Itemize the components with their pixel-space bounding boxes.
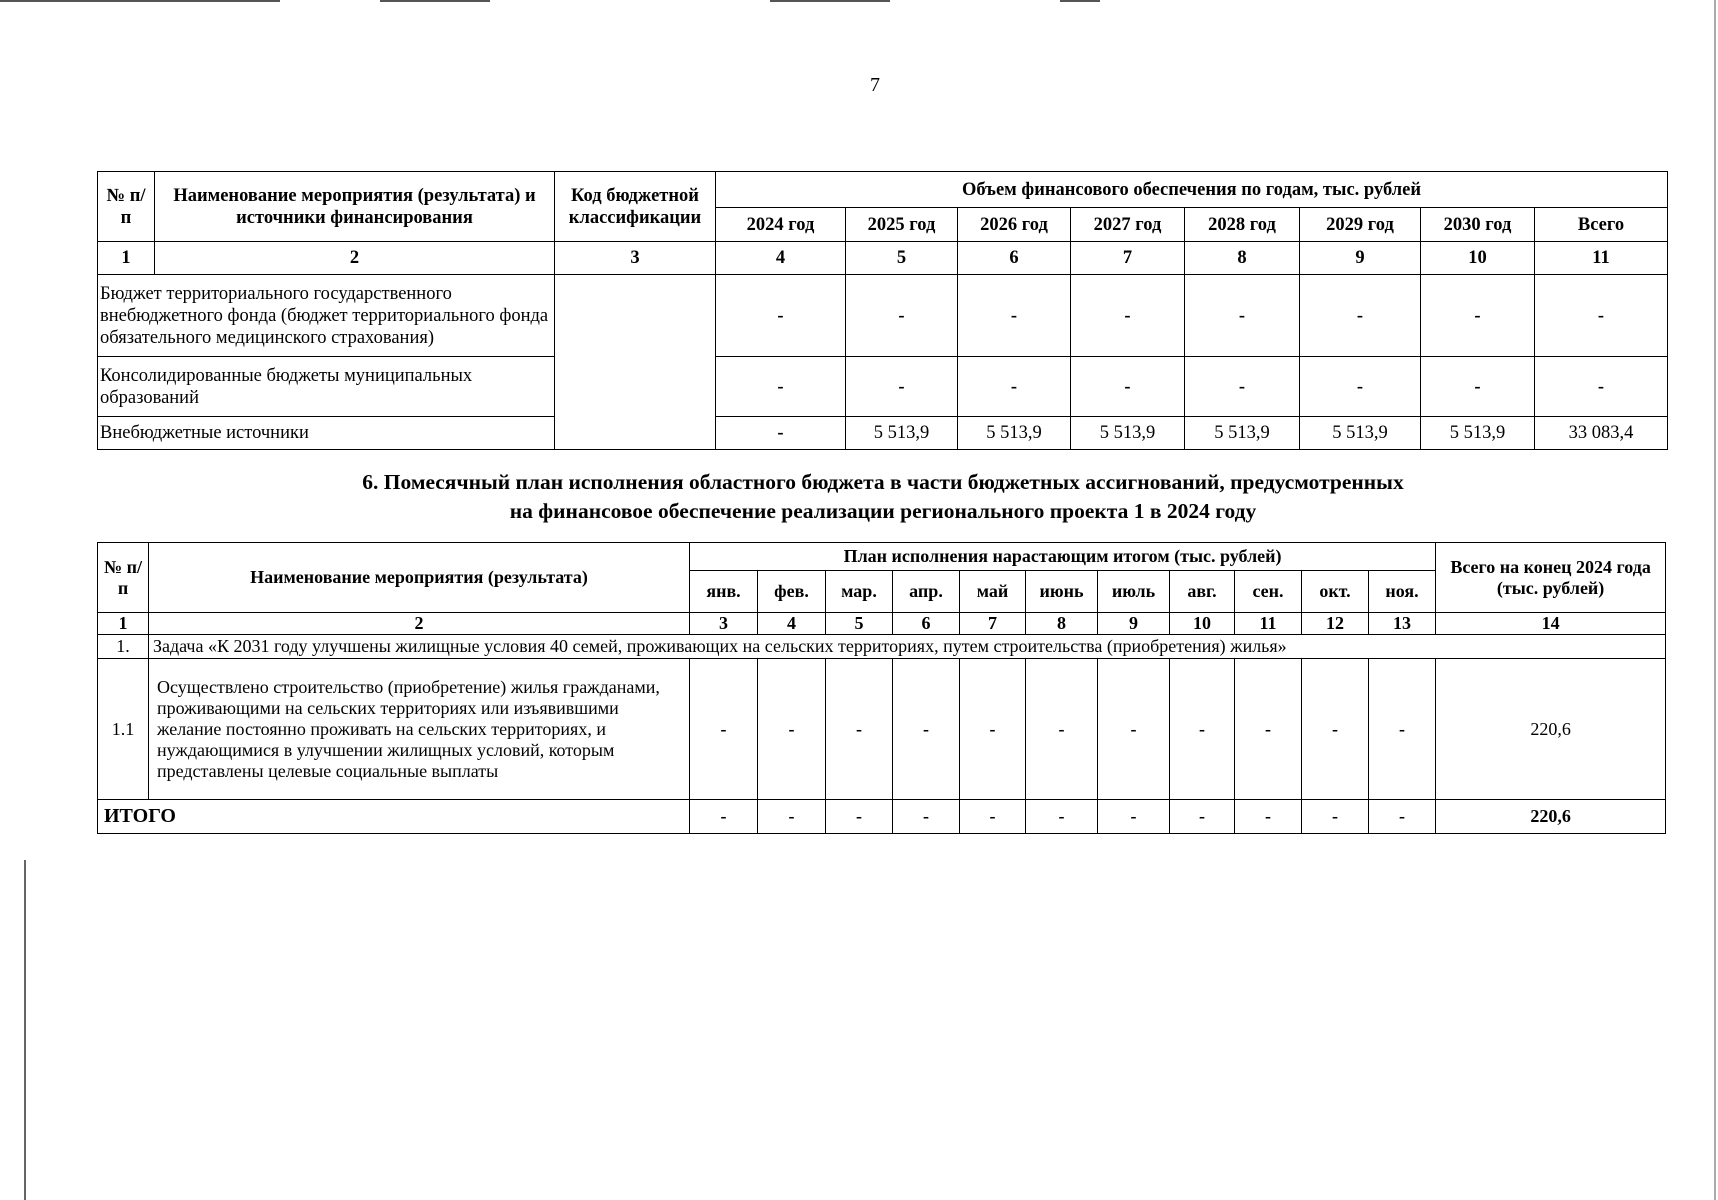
index-cell: 10 — [1170, 613, 1235, 635]
value-cell: - — [846, 275, 958, 357]
index-cell: 2 — [149, 613, 690, 635]
value-cell: - — [958, 357, 1071, 417]
column-header-total: Всего на конец 2024 года (тыс. рублей) — [1436, 543, 1666, 613]
value-cell: 5 513,9 — [1300, 417, 1421, 450]
month-cell: - — [893, 659, 960, 800]
column-header-year: 2024 год — [716, 208, 846, 242]
table-index-row — [98, 613, 1666, 635]
column-header-name: Наименование мероприятия (результата) и источники финансирования — [155, 172, 555, 242]
scan-artifact-edge — [24, 860, 26, 1200]
value-cell: 5 513,9 — [846, 417, 958, 450]
value-cell: - — [1300, 275, 1421, 357]
page-number: 7 — [870, 74, 880, 96]
table-index-row — [98, 242, 1668, 275]
month-cell: - — [960, 800, 1026, 834]
index-cell: 8 — [1185, 242, 1300, 275]
item-num: 1.1 — [98, 659, 149, 800]
month-cell: - — [1369, 800, 1436, 834]
month-cell: - — [758, 659, 826, 800]
month-cell: - — [758, 800, 826, 834]
index-cell: 11 — [1235, 613, 1302, 635]
index-cell: 2 — [155, 242, 555, 275]
index-cell: 3 — [555, 242, 716, 275]
monthly-plan-table — [97, 542, 1666, 834]
column-header-plan: План исполнения нарастающим итогом (тыс. рублей) — [690, 543, 1436, 571]
value-cell: 5 513,9 — [1421, 417, 1535, 450]
value-cell: 5 513,9 — [958, 417, 1071, 450]
column-header-name: Наименование мероприятия (результата) — [149, 543, 690, 613]
index-cell: 1 — [98, 242, 155, 275]
index-cell: 1 — [98, 613, 149, 635]
value-cell: - — [1535, 357, 1668, 417]
item-name: Осуществлено строительство (приобретение) жилья гражданами, проживающими на сельских территориях или изъявившими желание постоянно проживать на сельских территориях, и нуждающимися в улучшении жилищных условий, которым представлены целевые социальные выплаты — [149, 659, 690, 800]
index-cell: 6 — [893, 613, 960, 635]
month-cell: - — [893, 800, 960, 834]
section-title-line-2: на финансовое обеспечение реализации регионального проекта 1 в 2024 году — [509, 499, 1257, 523]
value-cell: - — [1071, 357, 1185, 417]
month-cell: - — [690, 659, 758, 800]
column-header-total: Всего — [1535, 208, 1668, 242]
column-header-num: № п/п — [98, 543, 149, 613]
value-cell: - — [716, 357, 846, 417]
index-cell: 10 — [1421, 242, 1535, 275]
column-header-year: 2028 год — [1185, 208, 1300, 242]
scan-artifact-line — [380, 0, 490, 2]
column-header-month: фев. — [758, 571, 826, 613]
month-cell: - — [1170, 800, 1235, 834]
value-cell: - — [1185, 357, 1300, 417]
value-cell: - — [716, 417, 846, 450]
column-header-month: июнь — [1026, 571, 1098, 613]
task-num: 1. — [98, 635, 149, 659]
column-header-month: май — [960, 571, 1026, 613]
index-cell: 8 — [1026, 613, 1098, 635]
value-cell: 5 513,9 — [1071, 417, 1185, 450]
itogo-row — [98, 800, 1666, 834]
column-header-month: окт. — [1302, 571, 1369, 613]
total-cell: 220,6 — [1436, 659, 1666, 800]
month-cell: - — [690, 800, 758, 834]
value-cell: - — [1421, 275, 1535, 357]
column-header-year: 2029 год — [1300, 208, 1421, 242]
month-cell: - — [1098, 800, 1170, 834]
index-cell: 9 — [1300, 242, 1421, 275]
table-row — [98, 357, 1668, 417]
value-cell: 33 083,4 — [1535, 417, 1668, 450]
financing-table — [97, 171, 1668, 450]
index-cell: 6 — [958, 242, 1071, 275]
month-cell: - — [1026, 800, 1098, 834]
month-cell: - — [1026, 659, 1098, 800]
month-cell: - — [1235, 659, 1302, 800]
index-cell: 12 — [1302, 613, 1369, 635]
itogo-label: ИТОГО — [98, 800, 690, 834]
index-cell: 5 — [846, 242, 958, 275]
column-header-month: ноя. — [1369, 571, 1436, 613]
table-row — [98, 659, 1666, 800]
table-header-row — [98, 543, 1666, 571]
column-header-month: апр. — [893, 571, 960, 613]
index-cell: 7 — [960, 613, 1026, 635]
column-header-year: 2027 год — [1071, 208, 1185, 242]
scan-artifact-edge — [1714, 0, 1716, 1200]
total-cell: 220,6 — [1436, 800, 1666, 834]
column-header-month: мар. — [826, 571, 893, 613]
column-header-month: янв. — [690, 571, 758, 613]
index-cell: 11 — [1535, 242, 1668, 275]
column-header-num: № п/п — [98, 172, 155, 242]
column-header-volume: Объем финансового обеспечения по годам, тыс. рублей — [716, 172, 1668, 208]
month-cell: - — [1235, 800, 1302, 834]
month-cell: - — [1170, 659, 1235, 800]
index-cell: 9 — [1098, 613, 1170, 635]
column-header-month: сен. — [1235, 571, 1302, 613]
row-name: Бюджет территориального государственного внебюджетного фонда (бюджет территориального фонда обязательного медицинского страхования) — [98, 275, 555, 357]
row-name: Внебюджетные источники — [98, 417, 555, 450]
row-name: Консолидированные бюджеты муниципальных образований — [98, 357, 555, 417]
index-cell: 14 — [1436, 613, 1666, 635]
value-cell: - — [846, 357, 958, 417]
column-header-year: 2030 год — [1421, 208, 1535, 242]
value-cell: - — [1535, 275, 1668, 357]
column-header-year: 2026 год — [958, 208, 1071, 242]
column-header-year: 2025 год — [846, 208, 958, 242]
value-cell: - — [958, 275, 1071, 357]
index-cell: 4 — [758, 613, 826, 635]
code-cell — [555, 275, 716, 450]
value-cell: - — [1071, 275, 1185, 357]
index-cell: 7 — [1071, 242, 1185, 275]
section-title — [96, 468, 1670, 526]
month-cell: - — [1302, 659, 1369, 800]
month-cell: - — [826, 659, 893, 800]
index-cell: 13 — [1369, 613, 1436, 635]
column-header-month: июль — [1098, 571, 1170, 613]
index-cell: 5 — [826, 613, 893, 635]
month-cell: - — [1369, 659, 1436, 800]
value-cell: 5 513,9 — [1185, 417, 1300, 450]
column-header-month: авг. — [1170, 571, 1235, 613]
value-cell: - — [1185, 275, 1300, 357]
scan-artifact-line — [1060, 0, 1100, 2]
section-title-line-1: 6. Помесячный план исполнения областного бюджета в части бюджетных ассигнований, предусмотренных — [362, 470, 1404, 494]
task-row — [98, 635, 1666, 659]
month-cell: - — [1098, 659, 1170, 800]
scan-artifact-line — [770, 0, 890, 2]
index-cell: 4 — [716, 242, 846, 275]
month-cell: - — [1302, 800, 1369, 834]
value-cell: - — [716, 275, 846, 357]
month-cell: - — [826, 800, 893, 834]
index-cell: 3 — [690, 613, 758, 635]
table-row — [98, 275, 1668, 357]
task-text: Задача «К 2031 году улучшены жилищные условия 40 семей, проживающих на сельских территориях, путем строительства (приобретения) жилья» — [149, 635, 1666, 659]
month-cell: - — [960, 659, 1026, 800]
table-row — [98, 417, 1668, 450]
value-cell: - — [1300, 357, 1421, 417]
scan-artifact-line — [0, 0, 280, 2]
value-cell: - — [1421, 357, 1535, 417]
column-header-code: Код бюджетной классификации — [555, 172, 716, 242]
table-header-row — [98, 172, 1668, 208]
